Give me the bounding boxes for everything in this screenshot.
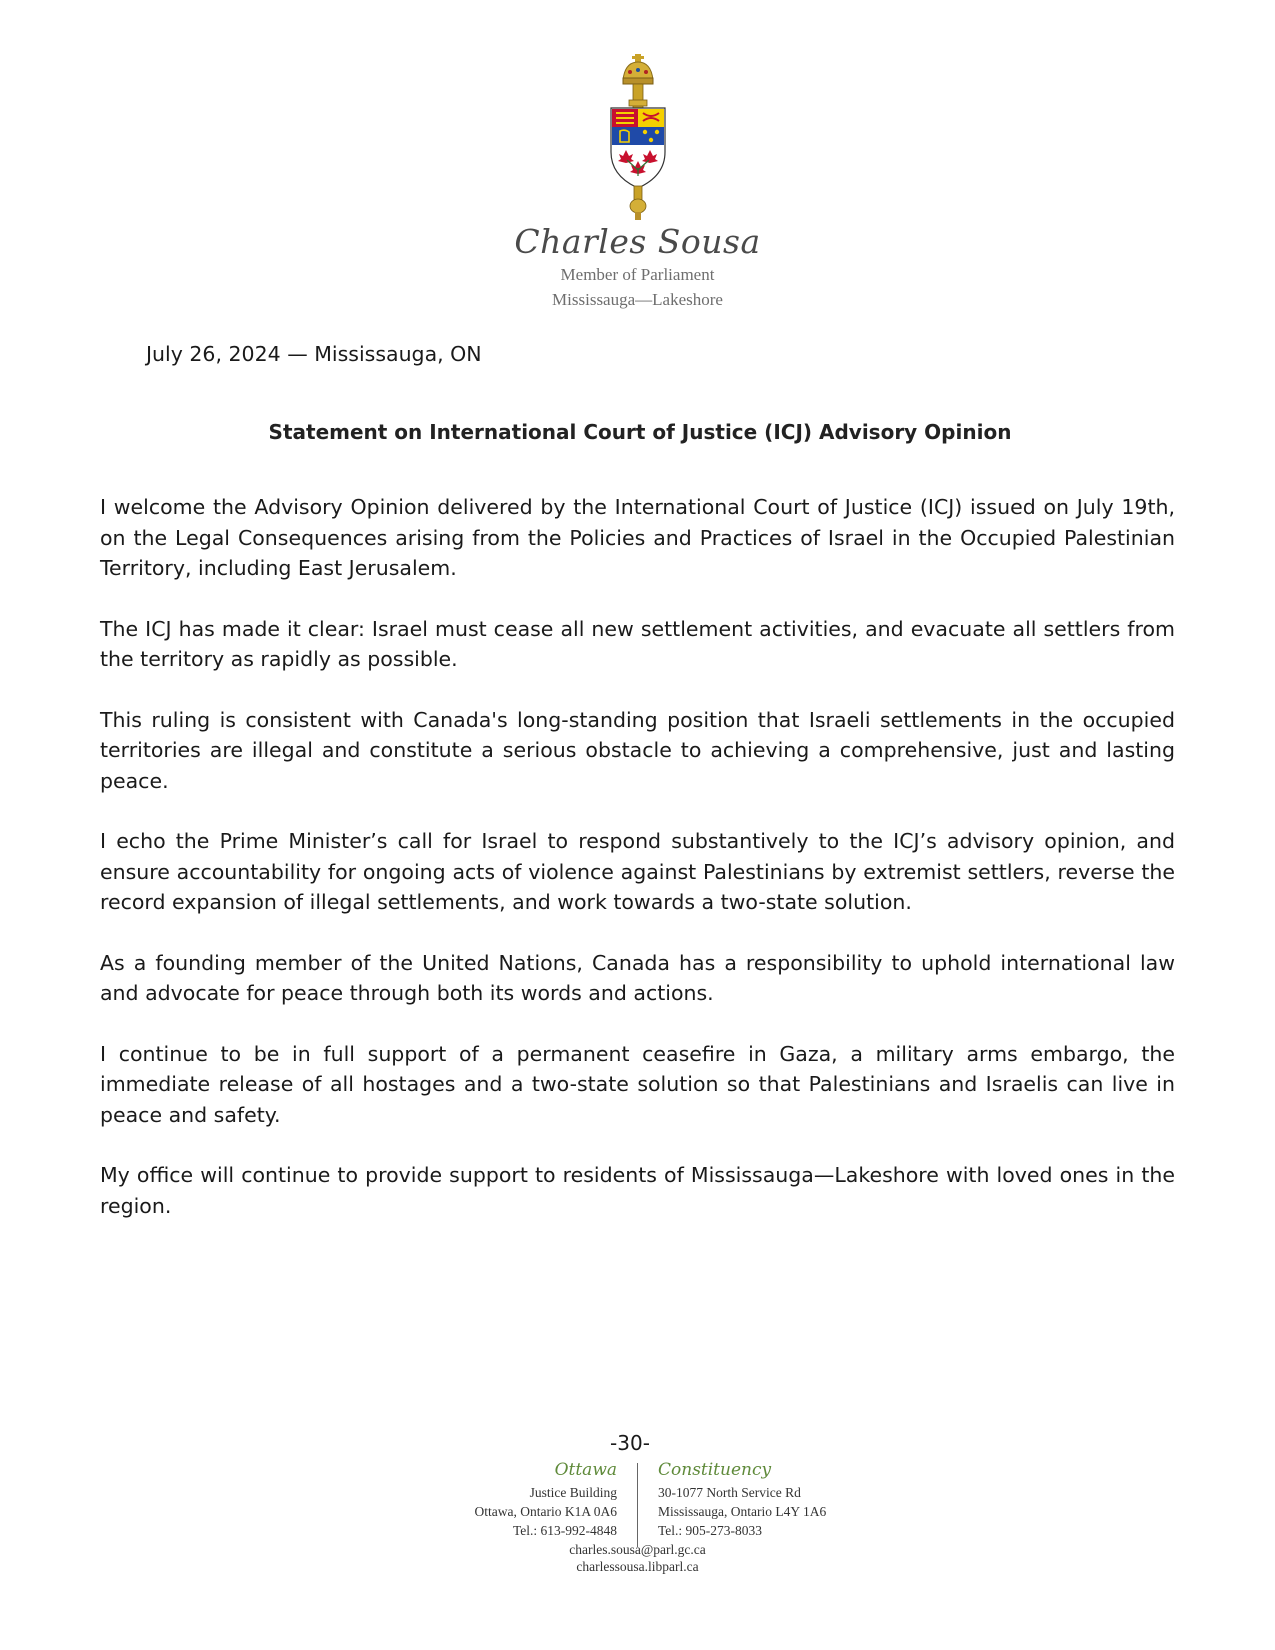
- ottawa-office: [475, 1457, 617, 1540]
- ottawa-heading: Ottawa: [554, 1460, 617, 1480]
- paragraph: I continue to be in full support of a permanent ceasefire in Gaza, a military arms embargo, the immediate release of all hostages and a two-state solution so that Palestinians and Israelis can live in peace and safety.: [100, 1041, 1175, 1127]
- shield-icon: [611, 108, 665, 188]
- statement-heading: Statement on International Court of Justice (ICJ) Advisory Opinion: [268, 420, 1012, 444]
- mp-riding: Mississauga—Lakeshore: [552, 290, 723, 309]
- dateline: July 26, 2024 — Mississauga, ON: [146, 342, 482, 366]
- paragraph: My office will continue to provide support to residents of Mississauga—Lakeshore with loved ones in the region.: [100, 1163, 1175, 1218]
- constituency-office: [658, 1457, 826, 1540]
- letterhead: [0, 222, 1275, 312]
- mp-name: Charles Sousa: [514, 222, 761, 261]
- footer-contact: [0, 1541, 1275, 1575]
- constituency-heading: Constituency: [658, 1460, 772, 1480]
- website-link[interactable]: charlessousa.libparl.ca: [576, 1559, 699, 1574]
- mp-title: Member of Parliament: [560, 265, 715, 284]
- crown-icon: [623, 54, 653, 84]
- constituency-line2: Mississauga, Ontario L4Y 1A6: [658, 1504, 827, 1519]
- statement-body: [100, 492, 1175, 1251]
- ottawa-phone: Tel.: 613-992-4848: [512, 1523, 617, 1538]
- paragraph: The ICJ has made it clear: Israel must cease all new settlement activities, and evacuate all settlers from the territory as rapidly as possible.: [100, 616, 1175, 671]
- footer-divider: [637, 1463, 638, 1547]
- ottawa-line2: Ottawa, Ontario K1A 0A6: [474, 1504, 617, 1519]
- house-of-commons-crest-icon: [603, 52, 673, 222]
- constituency-phone: Tel.: 905-273-8033: [658, 1523, 763, 1538]
- paragraph: I welcome the Advisory Opinion delivered by the International Court of Justice (ICJ) issued on July 19th, on the Legal Consequences arising from the Policies and Practices of Israel in the Occupied Palestinian Territory, including East Jerusalem.: [100, 495, 1175, 580]
- paragraph: As a founding member of the United Nations, Canada has a responsibility to uphold international law and advocate for peace through both its words and actions.: [100, 950, 1175, 1005]
- end-mark: -30-: [610, 1431, 650, 1455]
- paragraph: This ruling is consistent with Canada's long-standing position that Israeli settlements in the occupied territories are illegal and constitute a serious obstacle to achieving a comprehensive, just and lasting peace.: [100, 707, 1175, 793]
- ottawa-line1: Justice Building: [529, 1485, 617, 1500]
- constituency-line1: 30-1077 North Service Rd: [658, 1485, 801, 1500]
- email-link[interactable]: charles.sousa@parl.gc.ca: [569, 1542, 706, 1557]
- paragraph: I echo the Prime Minister’s call for Israel to respond substantively to the ICJ’s advisory opinion, and ensure accountability for ongoing acts of violence against Palestinians by extremist settlers, reverse the record expansion of illegal settlements, and work towards a two-state solution.: [100, 829, 1175, 914]
